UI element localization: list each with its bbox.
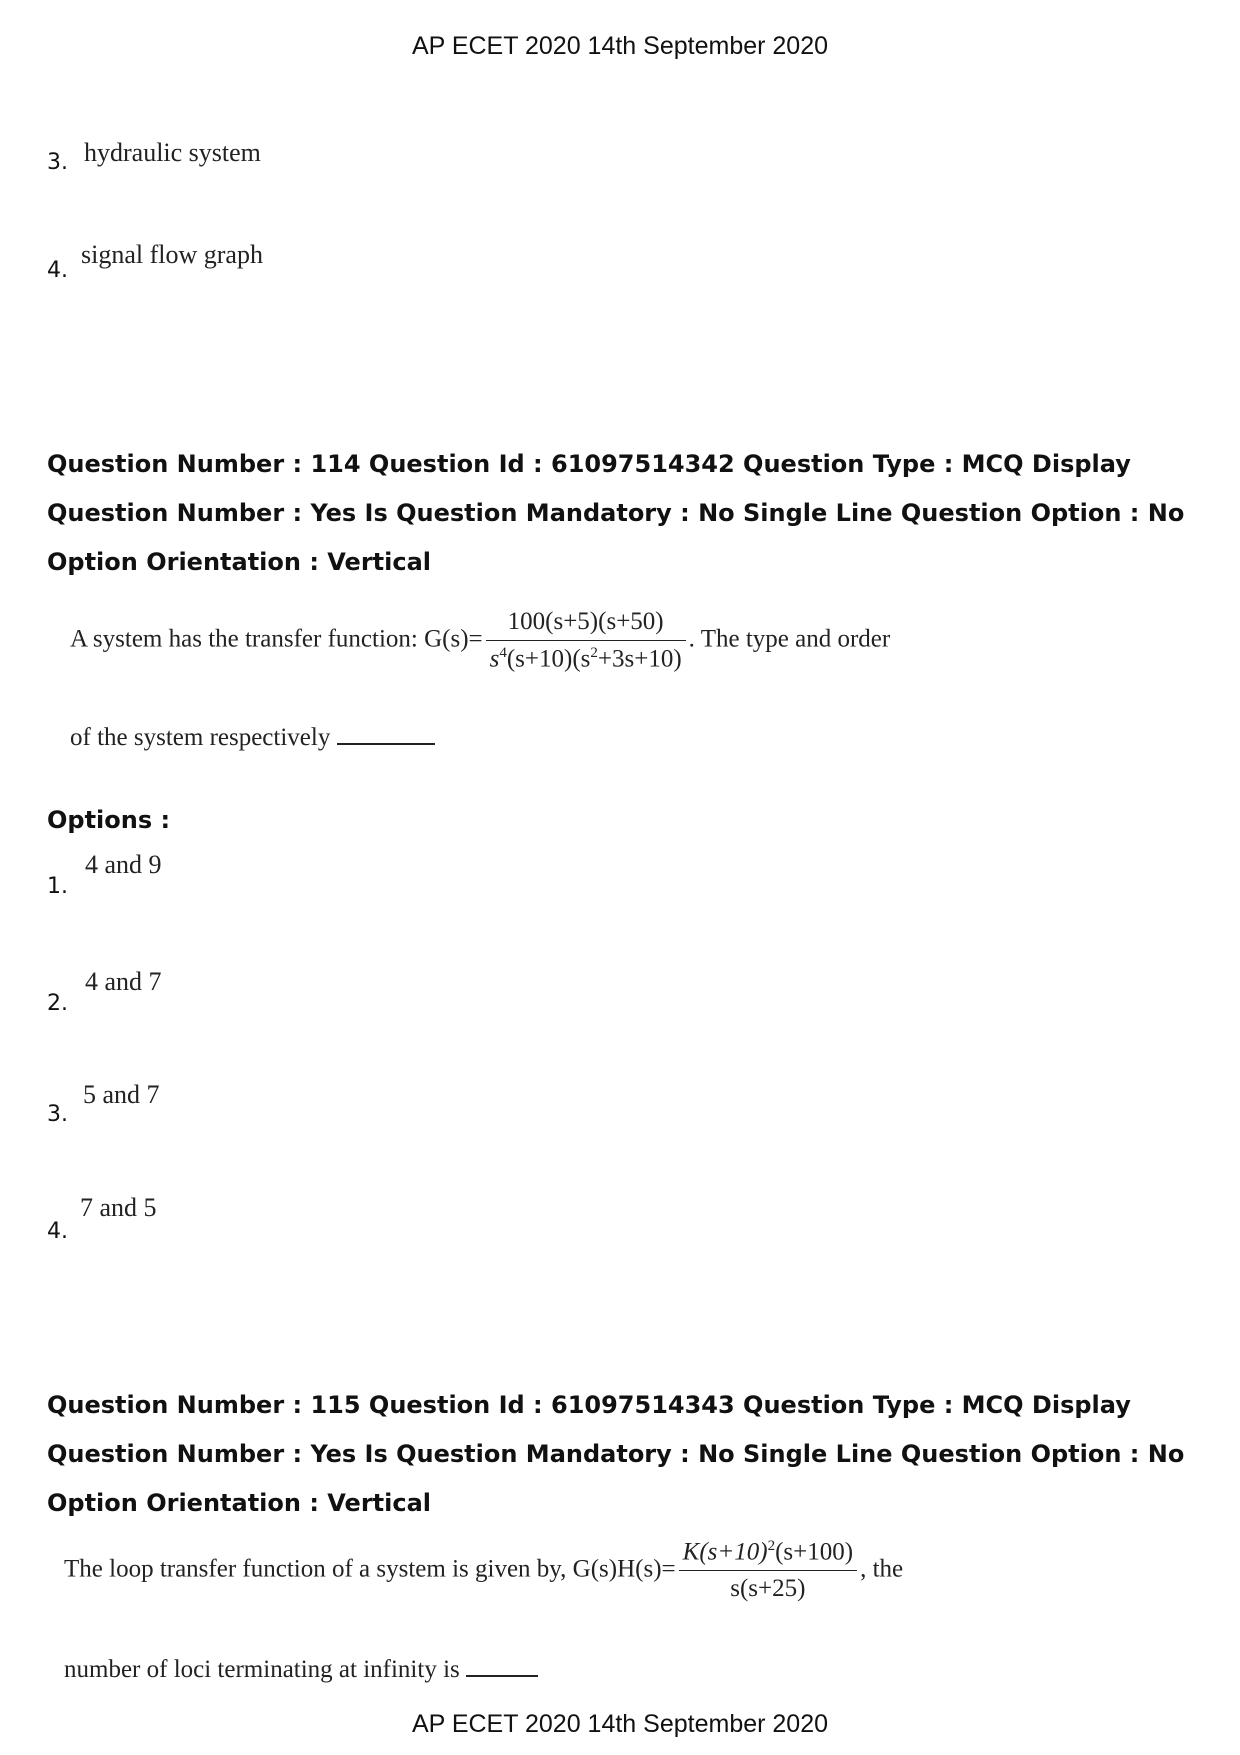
question-text-end: , the (860, 1555, 904, 1583)
option-text: 4 and 7 (85, 967, 162, 996)
option-text: hydraulic system (84, 138, 261, 167)
page-footer: AP ECET 2020 14th September 2020 (411, 1710, 829, 1738)
question-meta: Question Number : 115 Question Id : 61097514343 Question Type : MCQ Display Question Number : Yes Is Question Mandatory : No Single Line Question Option : No Option Orientation : Vertical (47, 1391, 1185, 1517)
option-text: 7 and 5 (80, 1193, 157, 1222)
options-heading: Options : (47, 806, 171, 834)
option-number: 4. (47, 1219, 68, 1244)
option-number: 3. (47, 1102, 68, 1127)
answer-blank (337, 742, 435, 745)
question-text-line2: of the system respectively (70, 724, 435, 752)
option-text: 5 and 7 (83, 1080, 160, 1109)
answer-blank (466, 1674, 538, 1677)
question-text-end: . The type and order (688, 625, 891, 653)
option-number: 2. (47, 991, 68, 1016)
question-text-start: The loop transfer function of a system is given by, G(s)H(s)= (64, 1555, 676, 1583)
question-text-line2: number of loci terminating at infinity is (64, 1656, 538, 1684)
option-number: 1. (47, 874, 68, 899)
fraction-denominator: s(s+25) (730, 1575, 806, 1603)
option-number: 4. (47, 258, 68, 283)
option-text: 4 and 9 (85, 850, 162, 879)
option-text: signal flow graph (81, 240, 263, 269)
fraction-denominator: $s^4(s+10)(s^2+3s+10)$ (489, 645, 682, 673)
transfer-function-fraction (679, 1538, 857, 1603)
fraction-numerator: 100(s+5)(s+50) (486, 608, 686, 641)
page-header: AP ECET 2020 14th September 2020 (411, 32, 829, 60)
question-text (64, 1538, 903, 1603)
option-number: 3. (47, 150, 68, 175)
fraction-numerator: $K(s+10)^2(s+100)$ (679, 1538, 857, 1571)
question-text (70, 608, 890, 673)
question-meta: Question Number : 114 Question Id : 61097514342 Question Type : MCQ Display Question Number : Yes Is Question Mandatory : No Single Line Question Option : No Option Orientation : Vertical (47, 450, 1185, 576)
transfer-function-fraction (486, 608, 686, 673)
question-text-start: A system has the transfer function: G(s)= (70, 625, 483, 653)
